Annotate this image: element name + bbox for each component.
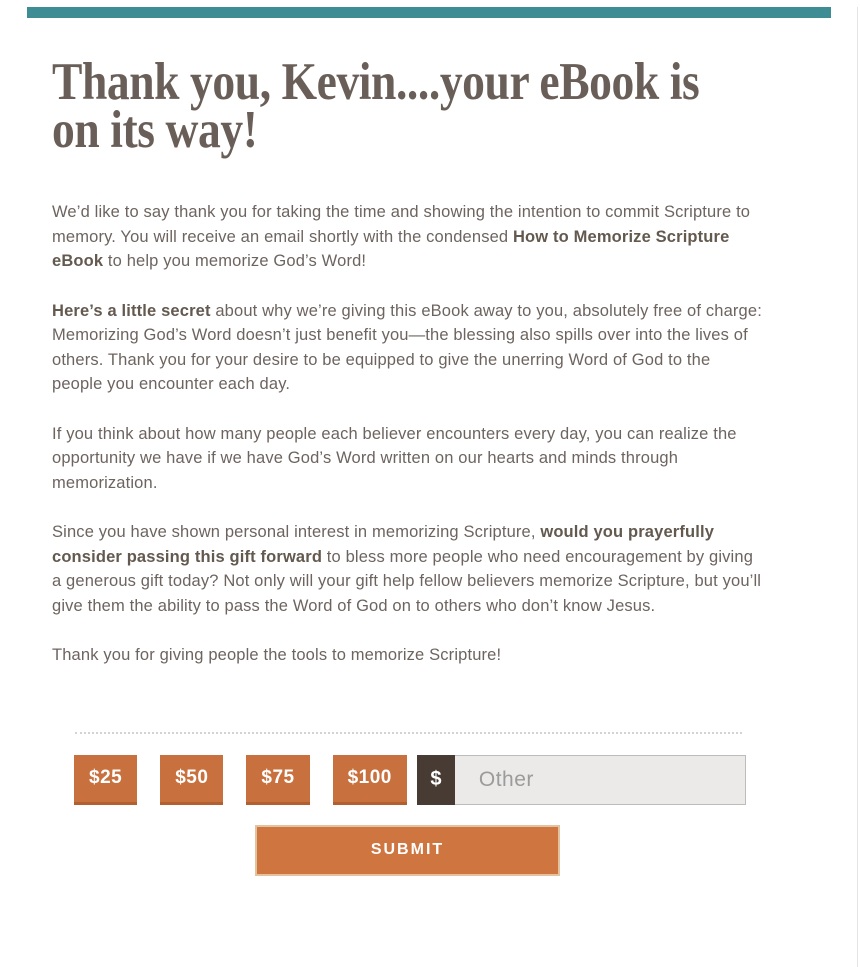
dollar-sign-icon: $: [417, 755, 455, 805]
page-right-edge: [857, 7, 858, 967]
paragraph-bold-ebook-title: How to Memorize Scripture eBook: [52, 227, 730, 270]
paragraph-text: If you think about how many people each believer encounters every day, you can realize the opportunity we have if we have God’s Word written on our hearts and minds through memorization.: [52, 424, 737, 492]
donation-amount-row: [74, 755, 860, 805]
paragraph-text: to help you memorize God’s Word!: [103, 252, 367, 270]
page-title-line1: Thank you, Kevin....your eBook is: [52, 53, 700, 111]
main-content: [0, 53, 860, 876]
paragraph-bold-secret: Here’s a little secret: [52, 301, 211, 320]
paragraph-thank-you: [52, 200, 764, 274]
paragraph-opportunity: [52, 422, 764, 496]
other-amount-group: [417, 755, 746, 805]
dotted-divider: [75, 732, 742, 734]
top-accent-bar: [27, 7, 831, 18]
paragraph-text: to bless more people who need encouragement by giving a generous gift today? Not only will your gift help fellow believers memorize Scripture, but you’ll give them the ability to pass the Word of God on to others who don’t know Jesus.: [52, 547, 762, 615]
amount-button-75[interactable]: $75: [246, 755, 309, 805]
paragraph-little-secret: [52, 299, 764, 397]
paragraph-text: about why we’re giving this eBook away to you, absolutely free of charge: Memorizing God’s Word doesn’t just benefit you—the blessing also spills over into the lives of others. Thank you for your desire to be equipped to give the unerring Word of God to the people you encounter each day.: [52, 301, 762, 393]
paragraph-closing-thanks: [52, 643, 764, 668]
paragraph-text: We’d like to say thank you for taking the time and showing the intention to commit Scripture to memory. You will receive an email shortly with the condensed: [52, 203, 751, 246]
amount-button-100[interactable]: $100: [333, 755, 407, 805]
page-title-line2: on its way!: [52, 101, 258, 159]
page-title: [52, 53, 747, 159]
paragraph-text: Thank you for giving people the tools to memorize Scripture!: [52, 646, 502, 664]
amount-button-50[interactable]: $50: [160, 755, 223, 805]
amount-button-25[interactable]: $25: [74, 755, 137, 805]
paragraph-gift-forward: [52, 520, 764, 618]
paragraph-bold-gift-forward: would you prayerfully consider passing this gift forward: [52, 523, 715, 566]
other-amount-input[interactable]: [455, 755, 746, 805]
submit-button[interactable]: SUBMIT: [255, 825, 560, 876]
paragraph-text: Since you have shown personal interest in memorizing Scripture,: [52, 523, 541, 541]
